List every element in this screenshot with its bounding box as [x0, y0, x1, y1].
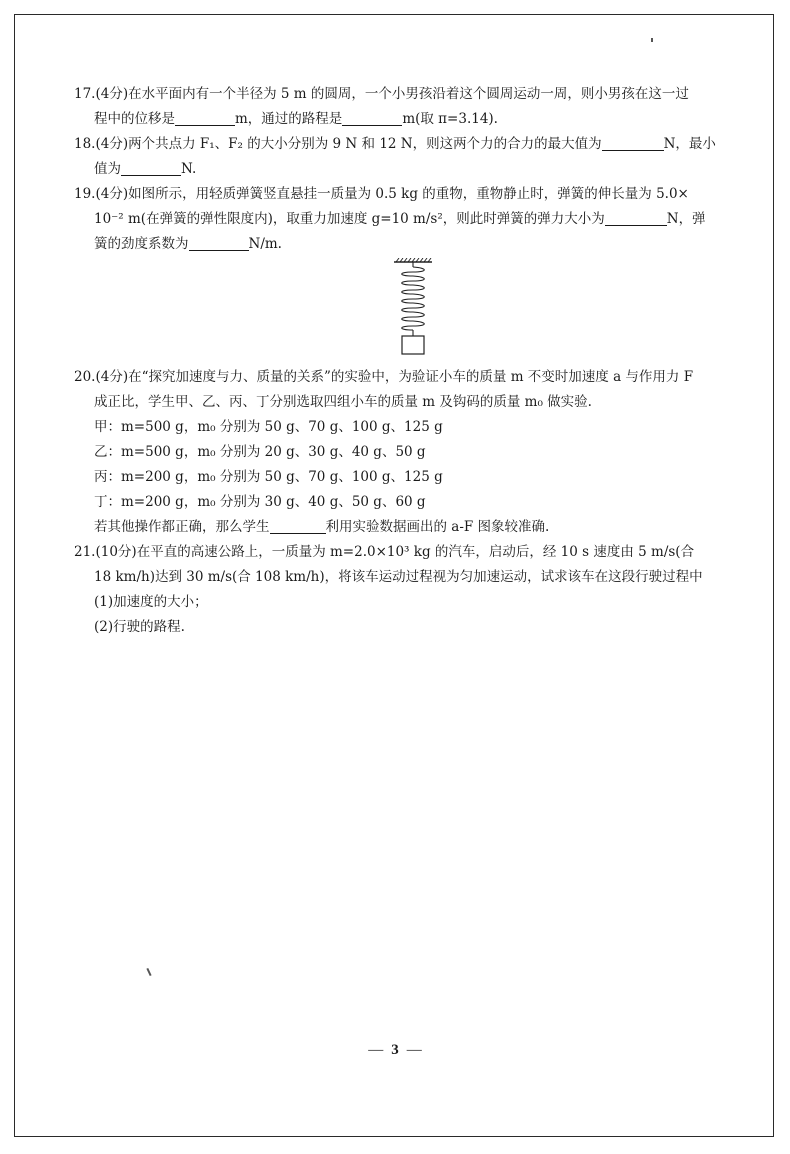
question-content	[74, 82, 742, 640]
q20-student-blank[interactable]	[270, 518, 326, 534]
scan-speck	[651, 38, 653, 42]
q17-line-2: 程中的位移是 m，通过的路程是 m(取 π=3.14).	[94, 111, 498, 127]
question-19	[74, 182, 742, 257]
q20-group-yi: 乙：m=500 g，m₀ 分别为 20 g、30 g、40 g、50 g	[94, 444, 426, 460]
question-18	[74, 132, 742, 182]
weight-block	[402, 336, 424, 354]
q18-min-blank[interactable]	[121, 160, 181, 176]
q19-line-2: 10⁻² m(在弹簧的弹性限度内)，取重力加速度 g=10 m/s²，则此时弹簧的弹力大小为 N，弹	[94, 211, 706, 227]
q18-line-2: 值为 N.	[94, 161, 197, 177]
page-footer	[0, 1042, 790, 1059]
q19-stiffness-blank[interactable]	[189, 235, 249, 251]
q20-line-2: 成正比，学生甲、乙、丙、丁分别选取四组小车的质量 m 及钩码的质量 m₀ 做实验.	[94, 394, 592, 410]
q19-line-3: 簧的劲度系数为 N/m.	[94, 236, 282, 252]
spring-diagram	[388, 258, 438, 358]
q18-max-blank[interactable]	[602, 135, 664, 151]
footer-dash-right: —	[406, 1042, 422, 1058]
q19-line-1: 19.(4分)如图所示，用轻质弹簧竖直悬挂一质量为 0.5 kg 的重物，重物静止时，弹簧的伸长量为 5.0×	[74, 186, 689, 202]
q20-conclusion: 若其他操作都正确，那么学生 利用实验数据画出的 a-F 图象较准确.	[94, 519, 550, 535]
q21-part-1: (1)加速度的大小；	[94, 594, 208, 610]
q21-line-1: 21.(10分)在平直的高速公路上，一质量为 m=2.0×10³ kg 的汽车，启动后，经 10 s 速度由 5 m/s(合	[74, 544, 695, 560]
q17-displacement-blank[interactable]	[175, 110, 235, 126]
question-21	[74, 540, 742, 640]
q20-group-jia: 甲：m=500 g，m₀ 分别为 50 g、70 g、100 g、125 g	[94, 419, 443, 435]
q21-line-2: 18 km/h)达到 30 m/s(合 108 km/h)，将该车运动过程视为匀加速运动，试求该车在这段行驶过程中	[94, 569, 703, 585]
q20-group-ding: 丁：m=200 g，m₀ 分别为 30 g、40 g、50 g、60 g	[94, 494, 426, 510]
q17-line-1: 17.(4分)在水平面内有一个半径为 5 m 的圆周，一个小男孩沿着这个圆周运动一周，则小男孩在这一过	[74, 86, 689, 102]
spring-coil	[402, 267, 425, 330]
q21-part-2: (2)行驶的路程.	[94, 619, 185, 635]
q20-group-bing: 丙：m=200 g，m₀ 分别为 50 g、70 g、100 g、125 g	[94, 469, 443, 485]
footer-dash-left: —	[368, 1042, 384, 1058]
page-number: 3	[391, 1042, 399, 1058]
q17-path-blank[interactable]	[342, 110, 402, 126]
question-17	[74, 82, 742, 132]
q20-line-1: 20.(4分)在“探究加速度与力、质量的关系”的实验中，为验证小车的质量 m 不变时加速度 a 与作用力 F	[74, 369, 694, 385]
q19-force-blank[interactable]	[605, 210, 667, 226]
q18-line-1: 18.(4分)两个共点力 F₁、F₂ 的大小分别为 9 N 和 12 N，则这两个力的合力的最大值为 N，最小	[74, 136, 716, 152]
question-20	[74, 365, 742, 540]
